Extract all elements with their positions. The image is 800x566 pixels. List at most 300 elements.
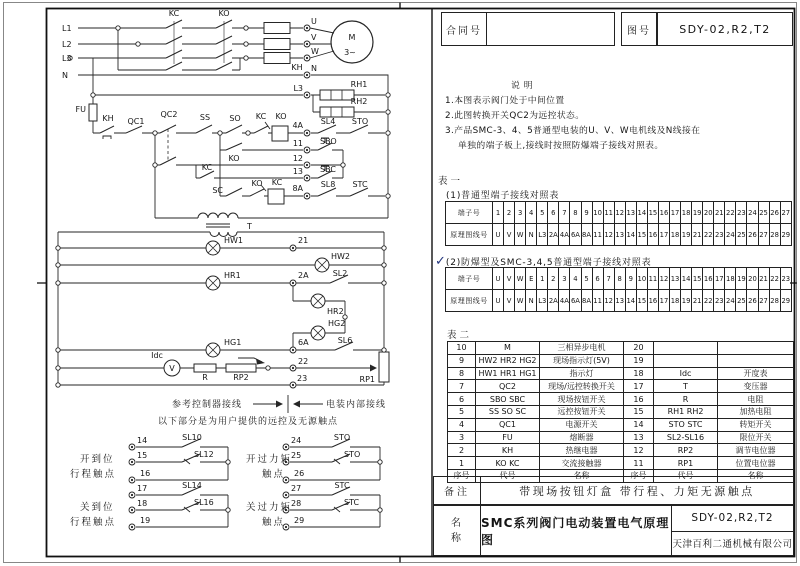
table-cell: 9 — [581, 202, 592, 224]
label-stc-28: STC — [344, 498, 360, 507]
table-cell: 6 — [448, 393, 476, 406]
label-kc-seal: KC — [201, 163, 213, 172]
table-cell: 19 — [692, 202, 703, 224]
table-cell: 热继电器 — [540, 444, 624, 457]
table-cell: 现场/远控转换开关 — [540, 380, 624, 393]
label-sl2: SL2 — [332, 269, 348, 278]
label-rh2: RH2 — [350, 97, 368, 106]
table-cell: 25 — [758, 202, 769, 224]
label-terminal-16: 16 — [140, 469, 151, 478]
label-sl10: SL10 — [182, 433, 202, 442]
label-terminal-8a: 8A — [292, 184, 303, 193]
label-stc-main: STC — [352, 180, 368, 189]
table-cell: KH — [476, 444, 540, 457]
table-cell: 19 — [736, 268, 747, 290]
group-close-travel-2: 行程触点 — [70, 517, 117, 528]
table-cell: 2A — [548, 224, 559, 246]
table-cell: 13 — [614, 290, 625, 312]
title-block-column — [433, 9, 794, 556]
check-mark: ✓ — [435, 254, 446, 269]
table1-sub2: (2)防爆型及SMC-3,4,5普通型端子接线对照表 — [445, 258, 652, 268]
motor-letter: M — [348, 33, 356, 42]
table-cell: 11 — [592, 224, 603, 246]
table-cell: 16 — [624, 393, 654, 406]
remark-value: 带现场按钮灯盒 带行程、力矩无源触点 — [481, 476, 794, 505]
table-cell: 7 — [559, 202, 570, 224]
table-row — [448, 342, 794, 355]
table-cell: 13 — [624, 431, 654, 444]
label-w: W — [311, 47, 319, 56]
table-cell: 21 — [692, 224, 703, 246]
table-cell: 8A — [581, 224, 592, 246]
table-cell: 20 — [747, 268, 758, 290]
label-sl6: SL6 — [337, 336, 353, 345]
table-cell: SL2-SL16 — [654, 431, 718, 444]
table-cell: 2A — [548, 290, 559, 312]
table-cell: 8A — [581, 290, 592, 312]
table-cell: 24 — [747, 202, 758, 224]
table-cell: 原理图线号 — [446, 290, 493, 312]
table-cell: 22 — [769, 268, 780, 290]
label-sl8: SL8 — [320, 180, 336, 189]
table-cell: 1 — [537, 268, 548, 290]
table-cell: 21 — [758, 268, 769, 290]
table-cell: 8 — [614, 268, 625, 290]
group-open-travel-2: 行程触点 — [70, 469, 117, 480]
name-right-cell — [672, 505, 794, 556]
table-cell: 3 — [515, 202, 526, 224]
label-rp1: RP1 — [359, 375, 375, 384]
component-table-body — [448, 342, 794, 483]
table-cell: 2 — [504, 202, 515, 224]
table-cell: 20 — [703, 202, 714, 224]
notes-section — [445, 79, 792, 154]
table-cell: 23 — [736, 202, 747, 224]
table-row — [448, 405, 794, 418]
table-cell: 17 — [714, 268, 725, 290]
table-cell — [718, 342, 794, 355]
label-terminal-12: 12 — [292, 154, 303, 163]
label-terminal-4a: 4A — [292, 121, 303, 130]
table-cell: 13 — [614, 224, 625, 246]
table-cell: STO STC — [654, 418, 718, 431]
table-cell: 23 — [714, 290, 725, 312]
label-terminal-23: 23 — [297, 374, 308, 383]
table-cell: 26 — [769, 202, 780, 224]
table-cell: 19 — [681, 290, 692, 312]
table-cell: RH1 RH2 — [654, 405, 718, 418]
label-hg2: HG2 — [328, 319, 346, 328]
table-cell: 9 — [625, 268, 636, 290]
table-cell: 电阻 — [718, 393, 794, 406]
table-cell: 4A — [559, 224, 570, 246]
table-cell: 6 — [592, 268, 603, 290]
table-cell: 5 — [448, 405, 476, 418]
label-terminal-22: 22 — [298, 357, 309, 366]
table-cell: 3 — [448, 431, 476, 444]
table-cell: 27 — [758, 224, 769, 246]
table-cell: 端子号 — [446, 202, 493, 224]
table-cell: 18 — [670, 224, 681, 246]
table-cell: 29 — [780, 224, 791, 246]
table-cell: 5 — [581, 268, 592, 290]
label-kc-coil: KC — [271, 178, 283, 187]
label-u: U — [311, 17, 317, 26]
table-cell: 现场指示灯(5V) — [540, 354, 624, 367]
table-cell: 转矩开关 — [718, 418, 794, 431]
label-hw1: HW1 — [224, 236, 244, 245]
table-cell: 14 — [636, 202, 647, 224]
label-fu: FU — [75, 105, 86, 114]
passive-contacts-note: 以下部分是为用户提供的远控及无源触点 — [158, 417, 339, 427]
table-cell: 16 — [647, 290, 658, 312]
table-cell: 13 — [670, 268, 681, 290]
label-terminal-18: 18 — [137, 499, 148, 508]
table-cell: 12 — [624, 444, 654, 457]
table-cell: L3 — [537, 224, 548, 246]
label-hg1: HG1 — [224, 338, 242, 347]
table-cell: 14 — [625, 290, 636, 312]
table-cell: 11 — [647, 268, 658, 290]
label-l3-terminal: L3 — [293, 84, 303, 93]
table-cell: 名称 — [540, 469, 624, 482]
label-terminal-11: 11 — [292, 139, 303, 148]
table-cell: R — [654, 393, 718, 406]
table-cell: 2 — [548, 268, 559, 290]
table-cell: W — [515, 224, 526, 246]
table-cell: 调节电位器 — [718, 444, 794, 457]
table-cell: 22 — [725, 202, 736, 224]
table-cell: SS SO SC — [476, 405, 540, 418]
table-cell: 15 — [624, 405, 654, 418]
label-terminal-17: 17 — [137, 484, 148, 493]
table-cell: 位置电位器 — [718, 457, 794, 470]
table-cell: 原理图线号 — [446, 224, 493, 246]
label-sto-24: STO — [333, 433, 351, 442]
terminal-dots — [131, 27, 308, 528]
table-cell: 27 — [780, 202, 791, 224]
table-cell: 现场按钮开关 — [540, 393, 624, 406]
table-cell: 6A — [570, 224, 581, 246]
table-cell — [654, 342, 718, 355]
table-cell: 7 — [448, 380, 476, 393]
name-drawing-no: SDY-02,R2,T2 — [672, 506, 793, 532]
label-kh-contact: KH — [102, 114, 114, 123]
table-cell: 10 — [636, 268, 647, 290]
label-stc-27: STC — [334, 481, 350, 490]
table-cell: 16 — [703, 268, 714, 290]
label-sl4: SL4 — [320, 117, 336, 126]
table1-label: 表一 — [438, 176, 464, 187]
table-cell: RP2 — [654, 444, 718, 457]
terminal-table-row — [446, 290, 792, 312]
internal-wiring: 电装内部接线 — [325, 400, 387, 410]
label-terminal-13: 13 — [292, 167, 303, 176]
group-open-torque-1: 开过力矩 — [246, 454, 293, 465]
note-line-1: 1.本图表示阀门处于中间位置 — [445, 96, 565, 106]
table2-label: 表二 — [447, 330, 473, 341]
table-row — [448, 418, 794, 431]
table-cell: 14 — [625, 224, 636, 246]
table-cell: 序号 — [624, 469, 654, 482]
table-cell: 指示灯 — [540, 367, 624, 380]
table-cell: 22 — [703, 224, 714, 246]
table-cell: 序号 — [448, 469, 476, 482]
table-cell: 变压器 — [718, 380, 794, 393]
table-cell: M — [476, 342, 540, 355]
label-sbo: SBO — [320, 137, 337, 146]
label-sto-main: STO — [351, 117, 369, 126]
table-cell: 14 — [624, 418, 654, 431]
table-cell: 交流接触器 — [540, 457, 624, 470]
table-cell: 21 — [692, 290, 703, 312]
label-idc: Idc — [151, 351, 163, 360]
group-open-torque-2: 触点 — [262, 469, 286, 480]
table-cell: 6 — [548, 202, 559, 224]
table-cell: 15 — [647, 202, 658, 224]
table-cell: 11 — [592, 290, 603, 312]
label-transformer: T — [247, 222, 252, 231]
terminal-table-row — [446, 202, 792, 224]
table-cell: 17 — [658, 224, 669, 246]
name-label — [433, 505, 481, 556]
table-cell: 16 — [658, 202, 669, 224]
label-terminal-21: 21 — [298, 236, 309, 245]
table-cell: QC1 — [476, 418, 540, 431]
drawing-title: SMC系列阀门电动装置电气原理图 — [481, 505, 672, 556]
remark-label: 备注 — [433, 476, 481, 505]
terminal-table-row — [446, 268, 792, 290]
label-n: N — [62, 71, 68, 80]
table-cell: HW2 HR2 HG2 — [476, 354, 540, 367]
table-row — [448, 457, 794, 470]
table-cell: 14 — [681, 268, 692, 290]
terminal-table-row — [446, 224, 792, 246]
table-cell: 15 — [636, 290, 647, 312]
table-cell: 4 — [448, 418, 476, 431]
table-cell: U — [493, 290, 504, 312]
table-cell: 代号 — [476, 469, 540, 482]
table-row — [448, 431, 794, 444]
table-cell: 24 — [725, 224, 736, 246]
table-row — [448, 444, 794, 457]
label-kc-interlock: KC — [255, 112, 267, 121]
table-cell: 24 — [725, 290, 736, 312]
table-cell: 11 — [624, 457, 654, 470]
table-cell: 4A — [559, 290, 570, 312]
title-header-row — [441, 12, 793, 46]
group-close-torque-1: 关过力矩 — [246, 502, 293, 513]
label-sl16: SL16 — [194, 498, 214, 507]
table-cell: U — [493, 224, 504, 246]
table-cell: 18 — [725, 268, 736, 290]
table-cell — [654, 354, 718, 367]
table-cell: 29 — [780, 290, 791, 312]
table-cell: 28 — [769, 224, 780, 246]
table-cell: 22 — [703, 290, 714, 312]
label-so: SO — [229, 114, 241, 123]
label-ss: SS — [199, 113, 211, 122]
note-line-4: 单独的端子板上,接线时按照防爆端子接线对照表。 — [458, 141, 664, 151]
table-cell: U — [493, 268, 504, 290]
notes-title: 说明 — [511, 81, 537, 91]
label-rp2: RP2 — [233, 373, 249, 382]
table-cell: 15 — [692, 268, 703, 290]
table-cell: 17 — [624, 380, 654, 393]
table-cell: 15 — [636, 224, 647, 246]
contract-no-value — [487, 12, 615, 46]
label-ko-interlock: KO — [251, 179, 263, 188]
table-cell: 19 — [681, 224, 692, 246]
label-ko-seal: KO — [228, 154, 240, 163]
remark-row — [433, 476, 794, 505]
label-r: R — [202, 373, 208, 382]
table-cell: 10 — [448, 342, 476, 355]
table-cell: SBO SBC — [476, 393, 540, 406]
label-terminal-26: 26 — [294, 469, 305, 478]
ref-controller-wiring: 参考控制器接线 — [171, 400, 243, 410]
table-row — [448, 367, 794, 380]
table-cell — [718, 354, 794, 367]
label-terminal-2a: 2A — [298, 271, 309, 280]
label-terminal-6a: 6A — [298, 338, 309, 347]
group-open-travel-1: 开到位 — [80, 454, 115, 465]
label-sto-25: STO — [344, 450, 361, 459]
table-cell: 27 — [758, 290, 769, 312]
label-l2: L2 — [62, 40, 72, 49]
label-sc: SC — [212, 186, 223, 195]
table-cell: 3 — [559, 268, 570, 290]
table-cell: 5 — [537, 202, 548, 224]
table-cell: 电源开关 — [540, 418, 624, 431]
table-cell: 26 — [747, 290, 758, 312]
table-cell: 17 — [658, 290, 669, 312]
table-cell: 26 — [747, 224, 758, 246]
table-cell: 4 — [526, 202, 537, 224]
table-cell: 代号 — [654, 469, 718, 482]
table-cell: 20 — [624, 342, 654, 355]
table-cell: V — [504, 268, 515, 290]
company-name: 天津百利二通机械有限公司 — [672, 539, 793, 551]
group-close-travel-1: 关到位 — [80, 502, 115, 513]
table-cell: 18 — [624, 367, 654, 380]
table-cell: 23 — [780, 268, 791, 290]
table-cell: 18 — [681, 202, 692, 224]
table-cell: L3 — [537, 290, 548, 312]
name-label-text: 名称 — [451, 517, 461, 544]
table-cell: 10 — [592, 202, 603, 224]
table-row — [448, 354, 794, 367]
meter-letter: V — [169, 364, 175, 373]
label-ko-top: KO — [218, 9, 230, 18]
label-sl12: SL12 — [194, 450, 214, 459]
table-cell: N — [526, 224, 537, 246]
label-qc1: QC1 — [127, 117, 145, 126]
name-row — [433, 505, 794, 556]
table-cell: 23 — [714, 224, 725, 246]
table-cell: 21 — [714, 202, 725, 224]
table-cell: W — [515, 268, 526, 290]
circuit-labels — [62, 9, 386, 528]
table-cell: 12 — [603, 290, 614, 312]
table-cell: 12 — [614, 202, 625, 224]
table-cell: KO KC — [476, 457, 540, 470]
label-hw2: HW2 — [331, 252, 351, 261]
label-qc2: QC2 — [160, 110, 178, 119]
terminal-table-normal — [445, 201, 792, 246]
table-cell: Idc — [654, 367, 718, 380]
label-terminal-15: 15 — [137, 451, 148, 460]
table-cell: 25 — [736, 224, 747, 246]
table-row — [448, 393, 794, 406]
label-terminal-24: 24 — [291, 436, 302, 445]
motor-phase: 3~ — [344, 48, 356, 57]
table-cell: 28 — [769, 290, 780, 312]
table-cell: 端子号 — [446, 268, 493, 290]
table-cell: 12 — [658, 268, 669, 290]
table-row — [448, 380, 794, 393]
label-kh-heater: KH — [291, 63, 303, 72]
label-n-terminal: N — [311, 64, 317, 73]
label-kc-top: KC — [168, 9, 180, 18]
table-cell: QC2 — [476, 380, 540, 393]
table-cell: HW1 HR1 HG1 — [476, 367, 540, 380]
terminal-table-explosionproof — [445, 267, 792, 312]
table1-sub1: (1)普通型端子接线对照表 — [446, 191, 560, 201]
table-cell: 8 — [570, 202, 581, 224]
table-cell: FU — [476, 431, 540, 444]
table-cell: 16 — [647, 224, 658, 246]
table-cell: W — [515, 290, 526, 312]
group-close-torque-2: 触点 — [262, 517, 286, 528]
table-cell: 限位开关 — [718, 431, 794, 444]
drawing-no-label: 图号 — [621, 12, 657, 46]
table-cell: 12 — [603, 224, 614, 246]
label-v: V — [311, 33, 317, 42]
table-cell: 三相异步电机 — [540, 342, 624, 355]
table-cell: 开度表 — [718, 367, 794, 380]
label-l3: L3 — [62, 54, 72, 63]
note-line-2: 2.此图转换开关QC2为远控状态。 — [445, 111, 585, 121]
label-hr2: HR2 — [327, 307, 344, 316]
label-terminal-27: 27 — [291, 484, 302, 493]
label-terminal-29: 29 — [294, 516, 305, 525]
table-cell: 11 — [603, 202, 614, 224]
table-cell: 熔断器 — [540, 431, 624, 444]
label-rh1: RH1 — [350, 80, 368, 89]
table-cell: 9 — [448, 354, 476, 367]
table-cell: 2 — [448, 444, 476, 457]
table-cell: T — [654, 380, 718, 393]
contract-no-label: 合同号 — [441, 12, 487, 46]
table-cell: E — [526, 268, 537, 290]
table-cell: 1 — [493, 202, 504, 224]
table-cell: 25 — [736, 290, 747, 312]
table-cell: V — [504, 224, 515, 246]
table-cell: 4 — [570, 268, 581, 290]
table-cell: 18 — [670, 290, 681, 312]
component-table — [447, 341, 794, 483]
table-cell: 13 — [625, 202, 636, 224]
label-terminal-19: 19 — [140, 516, 151, 525]
table-cell: 17 — [670, 202, 681, 224]
drawing-no-value: SDY-02,R2,T2 — [657, 12, 793, 46]
label-ko-coil: KO — [275, 112, 287, 121]
table-cell: RP1 — [654, 457, 718, 470]
label-sl14: SL14 — [182, 481, 202, 490]
table-cell: 远控按钮开关 — [540, 405, 624, 418]
label-sbc: SBC — [320, 165, 337, 174]
